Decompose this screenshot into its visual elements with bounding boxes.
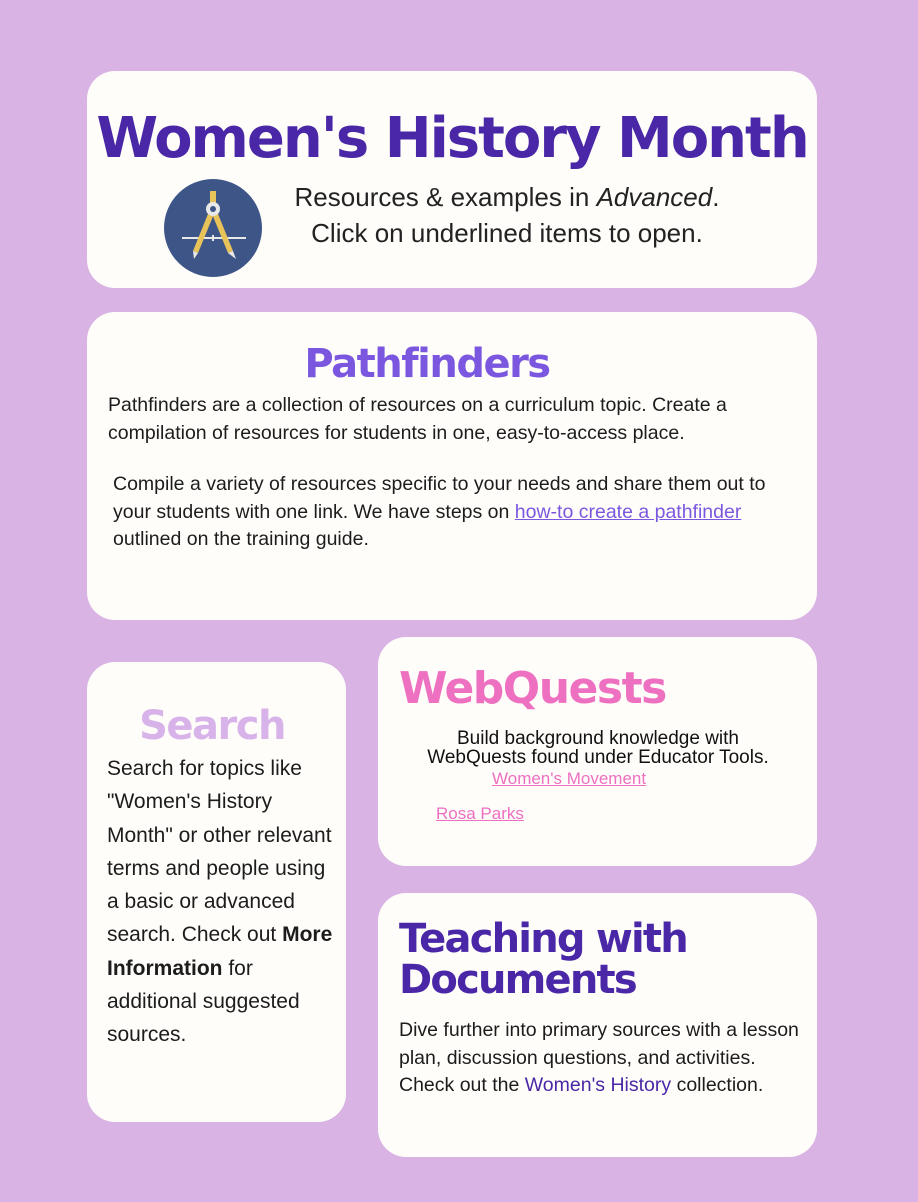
- webquests-card: [378, 637, 817, 866]
- header-subtitle: [267, 179, 747, 251]
- webquests-title: WebQuests: [399, 663, 666, 714]
- header-subtitle-line1: Resources & examples in Advanced.: [294, 182, 720, 212]
- search-body: Search for topics like "Women's History Month" or other relevant terms and people using a basic or advanced search. Check out More Information for additional suggested sources.: [107, 757, 333, 1047]
- teaching-card: [378, 893, 817, 1157]
- search-title: Search: [139, 703, 285, 749]
- teaching-body: Dive further into primary sources with a lesson plan, discussion questions, and activities. Check out the Women's History collection.: [399, 1019, 799, 1096]
- webquests-body: Build background knowledge with WebQuests found under Educator Tools.: [427, 728, 769, 768]
- womens-movement-link[interactable]: Women's Movement: [492, 769, 647, 788]
- page-title: Women's History Month: [96, 106, 808, 171]
- header-subtitle-line2: Click on underlined items to open.: [311, 218, 703, 248]
- womens-history-collection-link[interactable]: Women's History: [524, 1074, 672, 1096]
- search-card: [87, 662, 346, 1122]
- more-information-text: More Information: [107, 923, 333, 980]
- pathfinders-card: [87, 312, 817, 620]
- pathfinders-paragraph-2: Compile a variety of resources specific to your needs and share them out to your students with one link. We have steps on how-to create a pathfinder outlined on the training guide.: [113, 473, 766, 550]
- compass-icon: [164, 179, 262, 277]
- pathfinders-title: Pathfinders: [304, 341, 550, 387]
- rosa-parks-link[interactable]: Rosa Parks: [436, 804, 524, 823]
- header-card: [87, 71, 817, 288]
- teaching-title: Teaching with Documents: [399, 916, 687, 1003]
- pathfinders-paragraph-1: Pathfinders are a collection of resources on a curriculum topic. Create a compilation of resources for students in one, easy-to-access place.: [108, 394, 727, 444]
- pathfinder-howto-link[interactable]: how-to create a pathfinder: [514, 500, 742, 523]
